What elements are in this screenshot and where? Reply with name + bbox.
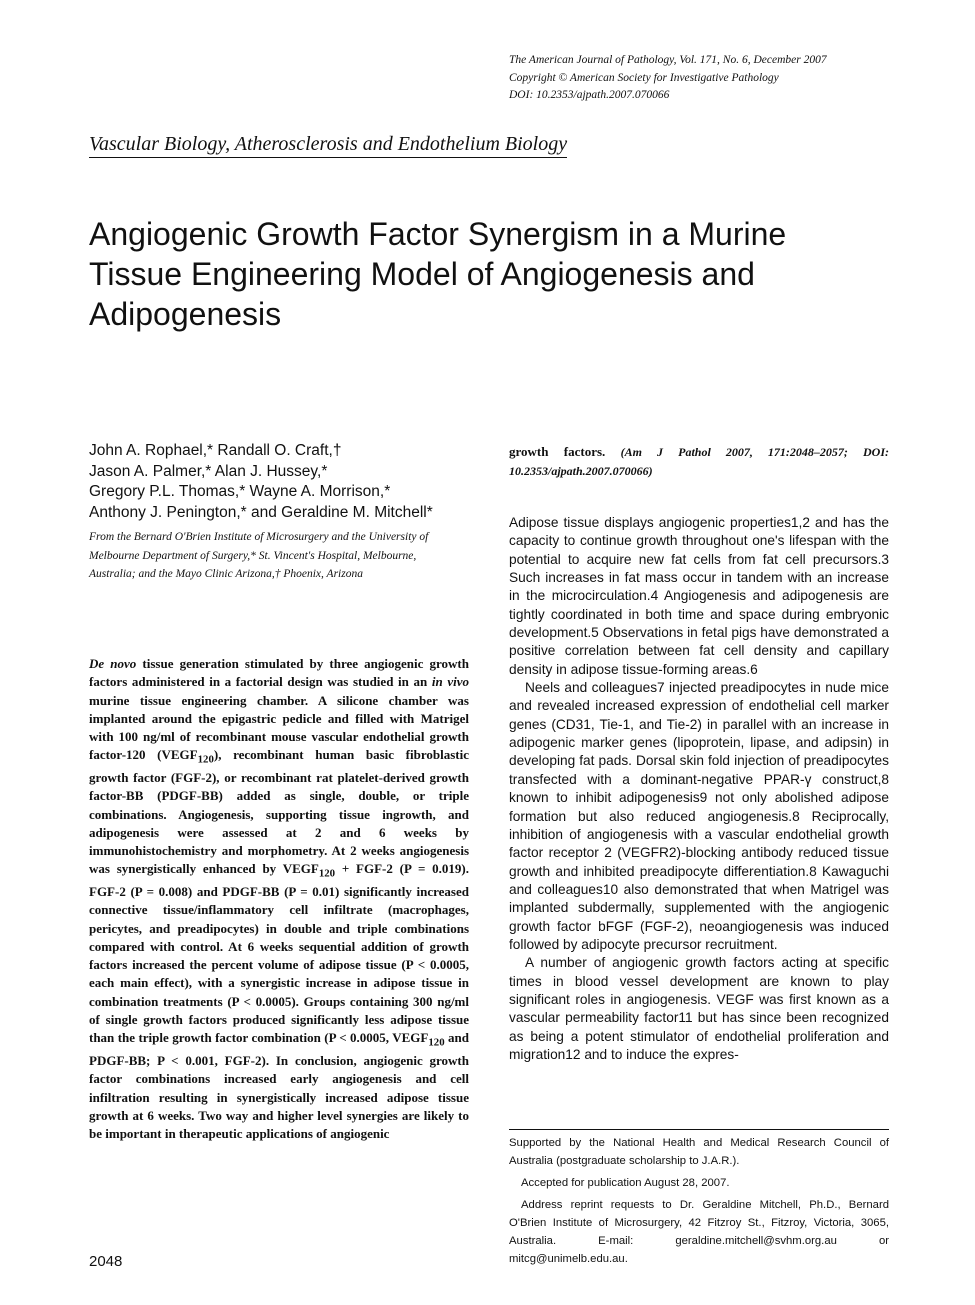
funding-note: Supported by the National Health and Medical Research Council of Australia (postgraduate scholarship to J.A.R.). xyxy=(509,1137,889,1167)
author-line: Gregory P.L. Thomas,* Wayne A. Morrison,* xyxy=(89,483,391,500)
affiliation: From the Bernard O'Brien Institute of Microsurgery and the University of Melbourne Department of Surgery,* St. Vincent's Hospital, Melbourne, Australia; and the Mayo Clinic Arizona,† Phoenix, Arizona xyxy=(89,531,429,580)
accepted-note: Accepted for publication August 28, 2007. xyxy=(521,1177,730,1189)
body-text xyxy=(509,514,889,1064)
title-line-2: Tissue Engineering Model of Angiogenesis and xyxy=(89,256,755,292)
author-line: Anthony J. Penington,* and Geraldine M. Mitchell* xyxy=(89,503,433,521)
abstract-continuation: growth factors. (Am J Pathol 2007, 171:2048–2057; DOI: 10.2353/ajpath.2007.070066) xyxy=(509,444,889,478)
abstract-in-vivo: in vivo xyxy=(431,674,469,690)
title-line-1: Angiogenic Growth Factor Synergism in a Murine xyxy=(89,216,787,252)
copyright-line: Copyright © American Society for Investigative Pathology xyxy=(509,71,779,84)
journal-citation-line: The American Journal of Pathology, Vol. 171, No. 6, December 2007 xyxy=(509,54,827,66)
author-line: Jason A. Palmer,* Alan J. Hussey,* xyxy=(89,462,328,480)
body-paragraph: Adipose tissue displays angiogenic properties1,2 and has the capacity to continue growth throughout one's lifespan with the potential to acquire new fat cells from fat cell precursors.3 Such increases in fat mass occur in tandem with an increase in the microcirculation.4 Angiogenesis and adipogenesis are tightly coordinated in both time and space during embryonic development.5 Observations in fetal pigs have demonstrated a positive correlation between fat cell density and capillary density in adipose tissue-forming areas.6 xyxy=(509,515,889,677)
author-list xyxy=(89,441,489,523)
body-paragraph: Neels and colleagues7 injected preadipocytes in nude mice and revealed increased expression of endothelial cell marker genes (CD31, Tie-1, and Tie-2) in parallel with an increase in adipogenic marker genes (lipoprotein, lipase, and adipsin) in developing fat pads. Dorsal skin fold injection of preadipocytes transfected with a dominant-negative PPAR-γ construct,8 known to inhibit adipogenesis9 not only abolished adipose formation but also reduced angiogenesis.8 Reciprocally, inhibition of angiogenesis with a vascular endothelial growth factor receptor 2 (VEGFR2)-blocking antibody reduced tissue growth and inhibited preadipocyte differentiation.8 Kawaguchi and colleagues10 also demonstrated that when Matrigel was implanted subdermally, supplemented with the angiogenic growth factor bFGF (FGF-2), neoangiogenesis was induced followed by adipocyte precursor recruitment. xyxy=(509,680,889,952)
reprint-note: Address reprint requests to Dr. Geraldine Mitchell, Ph.D., Bernard O'Brien Institute of Microsurgery, 42 Fitzroy St., Fitzroy, Victoria, 3065, Australia. E-mail: geraldine.mitchell@svhm.org.au or mitcg@unimelb.edu.au. xyxy=(509,1199,889,1265)
citation: (Am J Pathol 2007, 171:2048–2057; DOI: 10.2353/ajpath.2007.070066) xyxy=(509,445,889,478)
abstract: De novo tissue generation stimulated by three angiogenic growth factors administered in a factorial design was studied in an in vivo murine tissue engineering chamber. A silicone chamber was implanted around the epigastric pedicle and filled with Matrigel with 100 ng/ml of recombinant mouse vascular endothelial growth factor-120 $(VEGF_{120})$, recombinant human basic fibroblastic growth factor (FGF-2), or recombinant rat platelet-derived growth factor-BB (PDGF-BB) added as single, double, or triple combinations. Angiogenesis, supporting tissue ingrowth, and adipogenesis were assessed at 2 and 6 weeks by immunohistochemistry and morphometry. At 2 weeks angiogenesis was synergistically enhanced by $VEGF_{120} + FGF-2$ (P = 0.019). FGF-2 (P = 0.008) and PDGF-BB (P = 0.01) significantly increased connective tissue/inflammatory cell infiltrate (macrophages, pericytes, and preadipocytes) in double and triple combinations compared with control. At 6 weeks sequential addition of growth factors increased the percent volume of adipose tissue (P < 0.0005, each main effect), with a synergistic increase in adipose tissue in combination treatments (P < 0.0005). Groups containing 300 ng/ml of single growth factors produced significantly less adipose tissue than the triple growth factor combination (P < 0.0005, $VEGF_{120}$ and PDGF-BB; P < 0.001, FGF-2). In conclusion, angiogenic growth factor combinations increased early angiogenesis and cell infiltration resulting in synergistically increased adipose tissue growth at 6 weeks. Two way and higher level synergies are likely to be important in therapeutic applications of angiogenic xyxy=(89,656,470,1142)
article-title xyxy=(89,214,879,334)
body-paragraph: A number of angiogenic growth factors acting at specific times in blood vessel development are known to play significant roles in angiogenesis. VEGF was first known as a vascular permeability factor11 but has since been recognized as being a potent stimulator of endothelial proliferation and migration12 and to induce the expres- xyxy=(509,955,889,1062)
author-line: John A. Rophael,* Randall O. Craft,† xyxy=(89,442,342,459)
footnotes xyxy=(509,1129,889,1272)
section-heading: Vascular Biology, Atherosclerosis and Endothelium Biology xyxy=(89,133,567,158)
doi-line: DOI: 10.2353/ajpath.2007.070066 xyxy=(509,89,670,101)
abstract-lead-italic: De novo xyxy=(89,656,137,671)
journal-header xyxy=(509,52,909,105)
title-line-3: Adipogenesis xyxy=(89,296,282,332)
page-number: 2048 xyxy=(89,1253,123,1270)
